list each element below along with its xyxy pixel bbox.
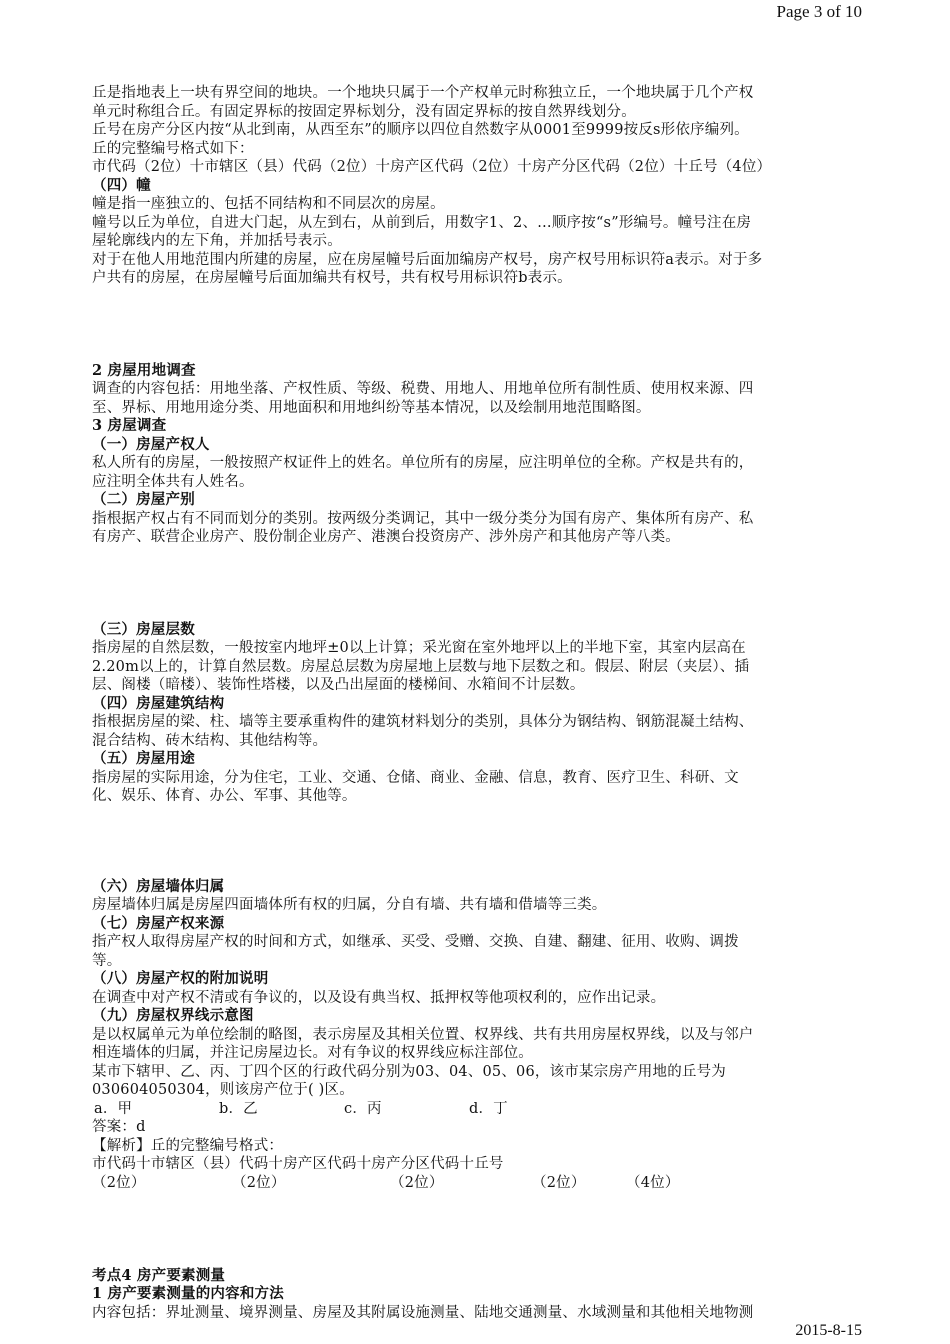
body-line: 有房产、联营企业房产、股份制企业房产、港澳台投资房产、涉外房产和其他房产等八类。 [92, 529, 680, 545]
body-line: 是以权属单元为单位绘制的略图，表示房屋及其相关位置、权界线、共有共用房屋权界线，以及与邻户 [92, 1026, 754, 1043]
question-line: 030604050304，则该房产位于( )区。 [92, 1082, 354, 1098]
subheading: （一）房屋产权人 [92, 435, 210, 453]
subheading: （八）房屋产权的附加说明 [92, 970, 269, 987]
option-c: c．丙 [344, 1100, 382, 1117]
unit-label: （2位） [532, 1174, 586, 1191]
body-line: 层、阁楼（暗楼）、装饰性塔楼，以及凸出屋面的楼梯间、水箱间不计层数。 [92, 677, 585, 693]
option-b: b．乙 [219, 1100, 258, 1117]
subheading: （九）房屋权界线示意图 [92, 1007, 254, 1024]
body-line: 丘是指地表上一块有界空间的地块。一个地块只属于一个产权单元时称独立丘，一个地块属于几个产权 [92, 85, 754, 101]
body-line: 相连墙体的归属，并注记房屋边长。对有争议的权界线应标注部位。 [92, 1045, 533, 1061]
subheading: （四）房屋建筑结构 [92, 694, 225, 712]
body-line: 2.20m以上的，计算自然层数。房屋总层数为房屋地上层数与地下层数之和。假层、附层（夹层）、插 [92, 658, 750, 675]
unit-label: （2位） [232, 1174, 286, 1191]
body-line: 单元时称组合丘。有固定界标的按固定界标划分，没有固定界标的按自然界线划分。 [92, 103, 636, 120]
body-line: 化、娱乐、体育、办公、军事、其他等。 [92, 788, 357, 804]
body-line: 私人所有的房屋，一般按照产权证件上的姓名。单位所有的房屋，应注明单位的全称。产权是共有的， [92, 455, 754, 471]
body-line: 丘的完整编号格式如下： [92, 140, 254, 157]
body-line: 指根据产权占有不同而划分的类别。按两级分类调记，其中一级分类分为国有房产、集体所有房产、私 [92, 510, 754, 527]
body-line: 等。 [92, 952, 122, 969]
body-line: 指房屋的自然层数，一般按室内地坪±0以上计算；采光窗在室外地坪以上的半地下室，其室内层高在 [92, 640, 746, 656]
unit-label: （4位） [626, 1174, 680, 1191]
body-line: 指产权人取得房屋产权的时间和方式，如继承、买受、受赠、交换、自建、翻建、征用、收购、调拨 [92, 934, 739, 950]
subheading: （五）房屋用途 [92, 750, 195, 767]
body-line: 幢是指一座独立的、包括不同结构和不同层次的房屋。 [92, 196, 445, 212]
body-line: 丘号在房产分区内按“从北到南，从西至东”的顺序以四位自然数字从0001至9999按反s形依序编列。 [92, 122, 749, 138]
page-number: Page 3 of 10 [776, 2, 862, 21]
section-heading: 3 房屋调查 [92, 417, 167, 434]
answer-line: 答案：d [92, 1119, 146, 1135]
section-heading: 考点4 房产要素测量 [92, 1266, 226, 1284]
body-line: 至、界标、用地用途分类、用地面积和用地纠纷等基本情况，以及绘制用地范围略图。 [92, 399, 651, 416]
body-line: 调查的内容包括：用地坐落、产权性质、等级、税费、用地人、用地单位所有制性质、使用权来源、四 [92, 381, 754, 397]
subheading: （七）房屋产权来源 [92, 914, 225, 932]
body-line: 指根据房屋的梁、柱、墙等主要承重构件的建筑材料划分的类别，具体分为钢结构、钢筋混凝土结构、 [92, 714, 754, 730]
unit-label: （2位） [92, 1174, 146, 1191]
body-line: 房屋墙体归属是房屋四面墙体所有权的归属，分自有墙、共有墙和借墙等三类。 [92, 897, 607, 913]
body-line: 应注明全体共有人姓名。 [92, 473, 254, 490]
body-line: 内容包括：界址测量、境界测量、房屋及其附属设施测量、陆地交通测量、水域测量和其他相关地物测 [92, 1304, 754, 1321]
body-line: 市代码（2位）十市辖区（县）代码（2位）十房产区代码（2位）十房产分区代码（2位）十丘号（4位） [92, 159, 772, 175]
answer-options [92, 1100, 862, 1119]
body-line: 对于在他人用地范围内所建的房屋，应在房屋幢号后面加编房产权号，房产权号用标识符a表示。对于多 [92, 251, 763, 268]
body-line: 混合结构、砖木结构、其他结构等。 [92, 732, 328, 749]
subheading: （四）幢 [92, 176, 151, 194]
option-a: a．甲 [94, 1100, 133, 1117]
analysis-line: 【解析】丘的完整编号格式： [92, 1137, 284, 1154]
format-line: 市代码十市辖区（县）代码十房产区代码十房产分区代码十丘号 [92, 1156, 504, 1172]
question-line: 某市下辖甲、乙、丙、丁四个区的行政代码分别为03、04、05、06，该市某宗房产用地的丘号为 [92, 1063, 726, 1080]
footer-date: 2015-8-15 [795, 1322, 862, 1339]
subheading: （三）房屋层数 [92, 620, 195, 638]
subheading: （六）房屋墙体归属 [92, 877, 225, 895]
unit-label: （2位） [390, 1174, 444, 1191]
option-d: d．丁 [469, 1100, 508, 1117]
subheading: 1 房产要素测量的内容和方法 [92, 1285, 284, 1302]
document-body [92, 84, 862, 1322]
subheading: （二）房屋产别 [92, 491, 195, 508]
body-line: 在调查中对产权不清或有争议的，以及设有典当权、抵押权等他项权利的，应作出记录。 [92, 989, 666, 1006]
digit-units [92, 1174, 862, 1193]
body-line: 屋轮廓线内的左下角，并加括号表示。 [92, 233, 342, 249]
body-line: 幢号以丘为单位，自进大门起，从左到右，从前到后，用数字1、2、…顺序按“s”形编号。幢号注在房 [92, 214, 752, 231]
section-heading: 2 房屋用地调查 [92, 361, 196, 379]
body-line: 户共有的房屋，在房屋幢号后面加编共有权号，共有权号用标识符b表示。 [92, 270, 572, 286]
body-line: 指房屋的实际用途，分为住宅，工业、交通、仓储、商业、金融、信息，教育、医疗卫生、科研、文 [92, 769, 739, 786]
